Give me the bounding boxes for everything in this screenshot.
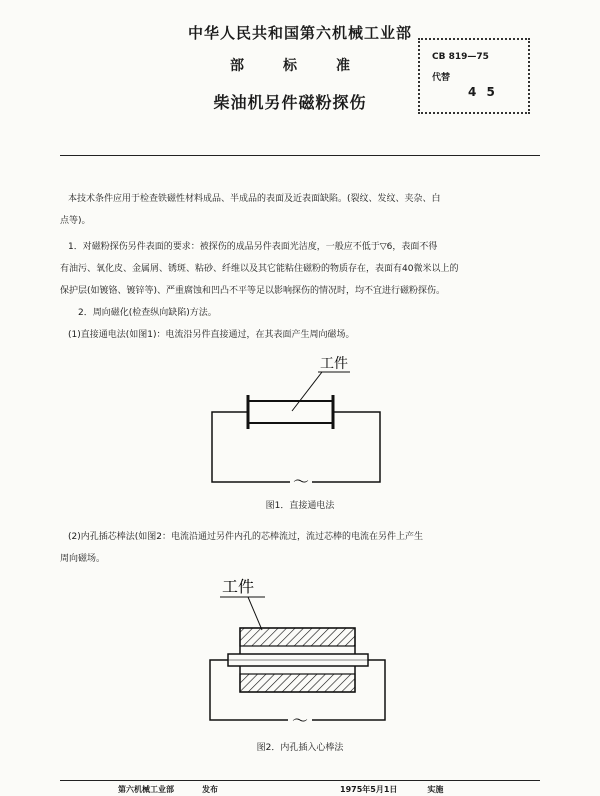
std-char-2: 标	[283, 58, 297, 74]
ministry-title: 中华人民共和国第六机械工业部	[187, 24, 412, 42]
intro-paragraph-cont: 点等)。	[60, 216, 91, 226]
footer-issue: 发布	[202, 785, 218, 794]
std-char-1: 部	[230, 58, 244, 74]
replaced-number: 4 5	[468, 85, 498, 99]
header-rule	[60, 155, 540, 156]
figure-1-caption: 图1．直接通电法	[265, 501, 335, 511]
footer-implement: 实施	[427, 785, 444, 794]
standard-code-box	[418, 38, 530, 114]
workpiece-rect	[248, 401, 333, 423]
figure-1-diagram	[200, 345, 400, 495]
std-char-3: 准	[336, 58, 350, 74]
surface-requirements-cont-1: 有油污、氧化皮、金属屑、锈斑、粘砂、纤维以及其它能粘住磁粉的物质存在，表面有40微米以上的	[60, 264, 459, 274]
workpiece-label: 工件	[222, 577, 255, 596]
figure-2-diagram	[200, 570, 400, 740]
surface-requirements-paragraph: 1．对磁粉探伤另件表面的要求：被探伤的成品另件表面光洁度，一般应不低于▽6，表面不得	[68, 242, 438, 252]
ac-source-symbol: ～	[291, 711, 309, 730]
standard-code: CB 819—75	[432, 52, 489, 62]
document-title: 柴油机另件磁粉探伤	[213, 93, 367, 112]
replaces-label: 代替	[432, 73, 451, 83]
circumferential-method-heading: 2．周向磁化(检查纵向缺陷)方法。	[78, 308, 217, 318]
footer-publisher: 第六机械工业部	[118, 785, 174, 794]
standard-label	[230, 55, 350, 75]
surface-requirements-cont-2: 保护层(如镀铬、镀锌等)、严重腐蚀和凹凸不平等足以影响探伤的情况时，均不宜进行磁粉探伤。	[60, 286, 446, 296]
leader-line	[292, 372, 322, 411]
mandrel-method-paragraph: (2)内孔插芯棒法(如图2：电流沿通过另件内孔的芯棒流过，流过芯棒的电流在另件上产生	[68, 532, 423, 542]
figure-2-caption: 图2．内孔插入心棒法	[256, 743, 344, 753]
footer-rule	[60, 780, 540, 781]
workpiece-wall-top	[240, 628, 355, 646]
footer-date: 1975年5月1日	[340, 785, 398, 794]
workpiece-label: 工件	[320, 356, 348, 372]
direct-current-method-paragraph: (1)直接通电法(如图1)：电流沿另件直接通过，在其表面产生周向磁场。	[68, 330, 355, 340]
ac-source-symbol: ～	[292, 472, 310, 491]
workpiece-wall-bottom	[240, 674, 355, 692]
leader-line	[248, 597, 262, 630]
footer	[60, 784, 540, 795]
intro-paragraph: 本技术条件应用于检查铁磁性材料成品、半成品的表面及近表面缺陷。(裂纹、发纹、夹杂、白	[68, 194, 441, 204]
mandrel-method-cont: 周向磁场。	[60, 554, 106, 564]
